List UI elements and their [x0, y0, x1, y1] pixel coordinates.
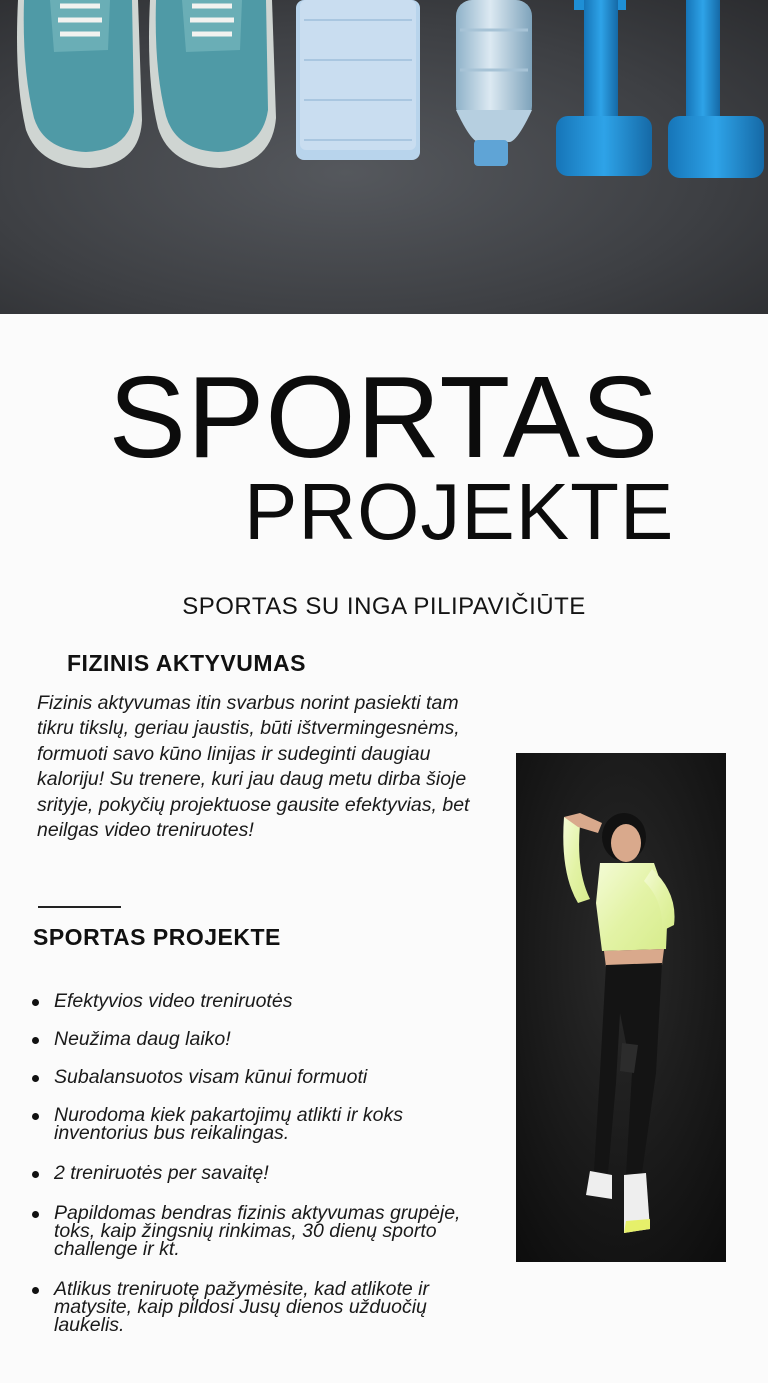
list-item: Papildomas bendras fizinis aktyvumas grupėje, toks, kaip žingsnių rinkimas, 30 dienų sporto challenge ir kt.	[32, 1204, 462, 1258]
tagline: SPORTAS SU INGA PILIPAVIČIŪTE	[182, 593, 586, 620]
list-item: Nurodoma kiek pakartojimų atlikti ir koks inventorius bus reikalingas.	[32, 1106, 462, 1142]
page-subtitle: PROJEKTE	[244, 467, 675, 556]
divider	[38, 906, 121, 908]
hero-image	[0, 0, 768, 314]
list-item: 2 treniruotės per savaitę!	[32, 1164, 462, 1182]
page-title: SPORTAS	[108, 352, 660, 482]
list-item: Efektyvios video treniruotės	[32, 992, 462, 1010]
towel-icon	[296, 0, 420, 160]
list-item: Neužima daug laiko!	[32, 1030, 462, 1048]
section-heading-fizinis-aktyvumas: FIZINIS AKTYVUMAS	[67, 650, 306, 676]
list-item: Subalansuotos visam kūnui formuoti	[32, 1068, 462, 1086]
trainer-photo	[516, 753, 726, 1262]
list-item: Atlikus treniruotę pažymėsite, kad atlikote ir matysite, kaip pildosi Jusų dienos užduočių laukelis.	[32, 1280, 462, 1334]
section-heading-sportas-projekte: SPORTAS PROJEKTE	[33, 924, 281, 950]
feature-list	[32, 992, 462, 1334]
section-text-fizinis-aktyvumas: Fizinis aktyvumas itin svarbus norint pasiekti tam tikru tikslų, geriau jaustis, būti ištvermingesnėms, formuoti savo kūno linijas ir sudeginti daugiau kaloriju! Su trenere, kuri jau daug metu dirba šioje srityje, pokyčių projektuose gausite efektyvias, bet neilgas video treniruotes!	[37, 692, 470, 842]
